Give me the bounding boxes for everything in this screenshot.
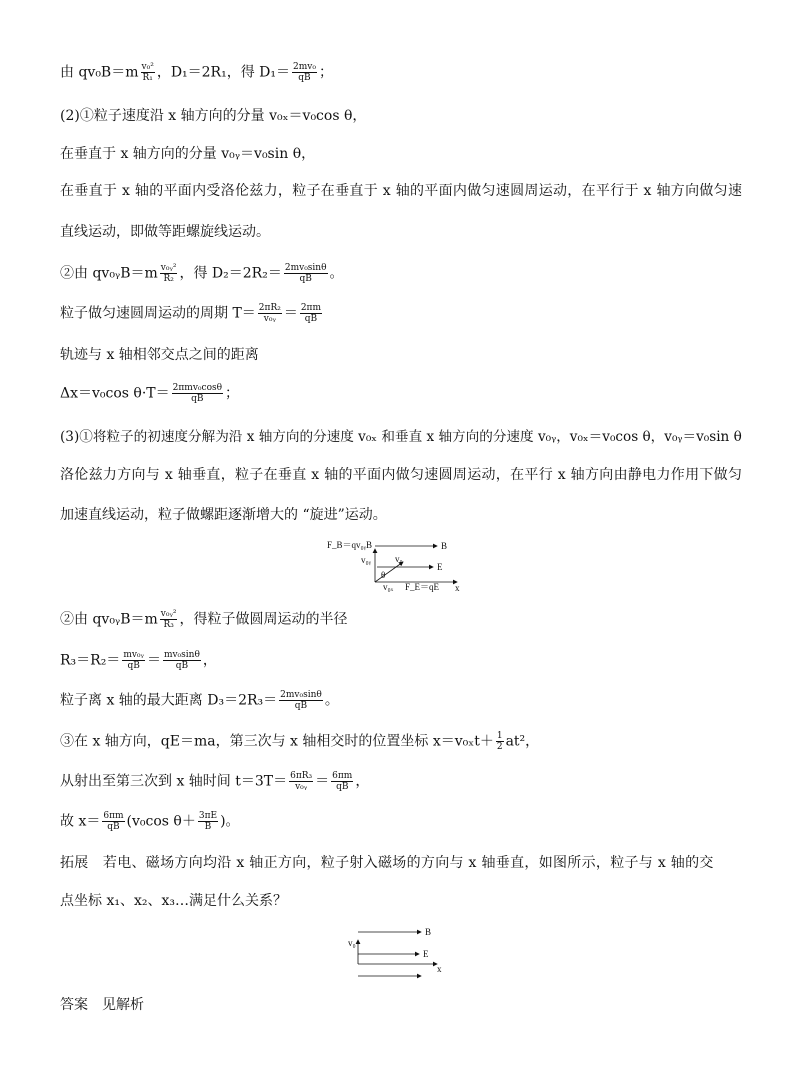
fraction: $\frac{6\pi m}{qB}$ xyxy=(332,771,353,792)
b-label: B xyxy=(441,541,448,551)
solution-line-10: (3)①将粒子的初速度分解为沿 x 轴方向的分速度 v₀ₓ 和垂直 x 轴方向的分速度 v₀ᵧ，v₀ₓ＝v₀cos θ，v₀ᵧ＝v₀sin θ xyxy=(60,429,742,445)
fraction: $\frac{\text{2πR₂}}{\text{v₀ᵧ}}$ xyxy=(258,303,281,324)
e-label: E xyxy=(437,562,443,572)
solution-line-11: 洛伦兹力方向与 x 轴垂直，粒子在垂直 x 轴的平面内做匀速圆周运动，在平行 x 轴方向由静电力作用下做匀 xyxy=(60,467,743,483)
extension-question-cont: 点坐标 x₁、x₂、x₃…满足什么关系？ xyxy=(60,893,287,909)
fraction: $\frac{\text{6πR₃}}{\text{v₀ᵧ}}$ xyxy=(290,771,313,792)
solution-line-7: 粒子做匀速圆周运动的周期 T＝ $\frac{\text{2πR₂}}{\text{v₀ᵧ}}$ ＝ $\frac{2\pi m}{qB}$ xyxy=(60,303,322,324)
fraction: $\frac{\text{2mv₀sinθ}}{qB}$ xyxy=(284,263,327,284)
v0y-label: v₀ᵧ xyxy=(361,555,372,565)
answer-line: 答案 见解析 xyxy=(60,997,144,1013)
fraction: $\frac{1}{2}$ xyxy=(496,731,503,752)
theta-label: θ xyxy=(381,570,386,580)
solution-line-13: ②由 qv₀ᵧB＝m $\frac{\text{v₀ᵧ²}}{\text{R₃}}$ ，得粒子做圆周运动的半径 xyxy=(60,609,348,630)
extension-question: 拓展 若电、磁场方向均沿 x 轴正方向，粒子射入磁场的方向与 x 轴垂直，如图所示，粒子与 x 轴的交 xyxy=(60,855,714,871)
solution-line-15: 粒子离 x 轴的最大距离 D₃＝2R₃＝ $\frac{\text{2mv₀sinθ}}{qB}$ 。 xyxy=(60,690,339,711)
solution-line-4: 在垂直于 x 轴的平面内受洛伦兹力，粒子在垂直于 x 轴的平面内做匀速圆周运动，在平行于 x 轴方向做匀速 xyxy=(60,183,743,199)
fb-label: F_B＝qv₀ᵧB xyxy=(327,540,373,550)
solution-line-17: 从射出至第三次到 x 轴时间 t＝3T＝ $\frac{\text{6πR₃}}{\text{v₀ᵧ}}$ ＝ $\frac{6\pi m}{qB}$ ， xyxy=(60,771,370,792)
solution-line-1: 由 qv₀B＝m $\frac{\text{v₀²}}{\text{R₁}}$ ，D₁＝2R₁，得 D₁＝ $\frac{\text{2mv₀}}{qB}$ ； xyxy=(60,62,333,83)
fraction: $\frac{3\pi E}{B}$ xyxy=(198,811,218,832)
fe-label: F_E＝qE xyxy=(405,582,440,592)
solution-line-3: 在垂直于 x 轴方向的分量 v₀ᵧ＝v₀sin θ， xyxy=(60,146,316,162)
solution-line-8: 轨迹与 x 轴相邻交点之间的距离 xyxy=(60,347,259,363)
e-label: E xyxy=(423,949,429,959)
fraction: $\frac{\text{v₀ᵧ²}}{\text{R₂}}$ xyxy=(160,263,177,284)
fraction: $\frac{\text{2mv₀}}{qB}$ xyxy=(293,62,316,83)
fraction: $\frac{2\pi m}{qB}$ xyxy=(300,303,322,324)
solution-line-12: 加速直线运动，粒子做螺距逐渐增大的 “旋进”运动。 xyxy=(60,507,387,523)
solution-line-14: R₃＝R₂＝ $\frac{\text{mv₀ᵧ}}{qB}$ ＝ $\frac{\text{mv₀sinθ}}{qB}$ ， xyxy=(60,650,217,671)
fraction: $\frac{\text{2πmv₀cosθ}}{qB}$ xyxy=(172,383,223,404)
force-decomposition-figure xyxy=(325,537,475,593)
solution-line-6: ②由 qv₀ᵧB＝m $\frac{\text{v₀ᵧ²}}{\text{R₂}}$ ，得 D₂＝2R₂＝ $\frac{\text{2mv₀sinθ}}{qB}$ 。 xyxy=(60,263,344,284)
solution-line-2: (2)①粒子速度沿 x 轴方向的分量 v₀ₓ＝v₀cos θ， xyxy=(60,108,367,124)
fraction: $\frac{6\pi m}{qB}$ xyxy=(103,811,124,832)
fraction: $\frac{\text{v₀ᵧ²}}{\text{R₃}}$ xyxy=(160,609,177,630)
x-label: x xyxy=(455,583,460,593)
b-label: B xyxy=(425,927,432,937)
solution-line-5: 直线运动，即做等距螺旋线运动。 xyxy=(60,224,270,240)
v0-arrow xyxy=(375,562,403,582)
solution-line-16: ③在 x 轴方向，qE＝ma，第三次与 x 轴相交时的位置坐标 x＝v₀ₓt＋ $\frac{1}{2}$ at²， xyxy=(60,731,540,752)
solution-line-9: Δx＝v₀cos θ·T＝ $\frac{\text{2πmv₀cosθ}}{qB}$ ； xyxy=(60,383,240,404)
fraction: $\frac{\text{v₀²}}{\text{R₁}}$ xyxy=(141,62,154,83)
x-label: x xyxy=(437,964,442,974)
v0-label: v₀ xyxy=(395,554,403,564)
fraction: $\frac{\text{mv₀ᵧ}}{qB}$ xyxy=(123,650,144,671)
fraction: $\frac{\text{mv₀sinθ}}{qB}$ xyxy=(163,650,200,671)
v0x-label: v₀ₓ xyxy=(383,582,394,592)
fraction: $\frac{\text{2mv₀sinθ}}{qB}$ xyxy=(280,690,322,711)
v0-label: v₀ xyxy=(348,938,356,948)
field-direction-figure xyxy=(345,924,455,980)
solution-line-18: 故 x＝ $\frac{6\pi m}{qB}$ (v₀cos θ＋ $\frac{3\pi E}{B}$ )。 xyxy=(60,811,240,832)
